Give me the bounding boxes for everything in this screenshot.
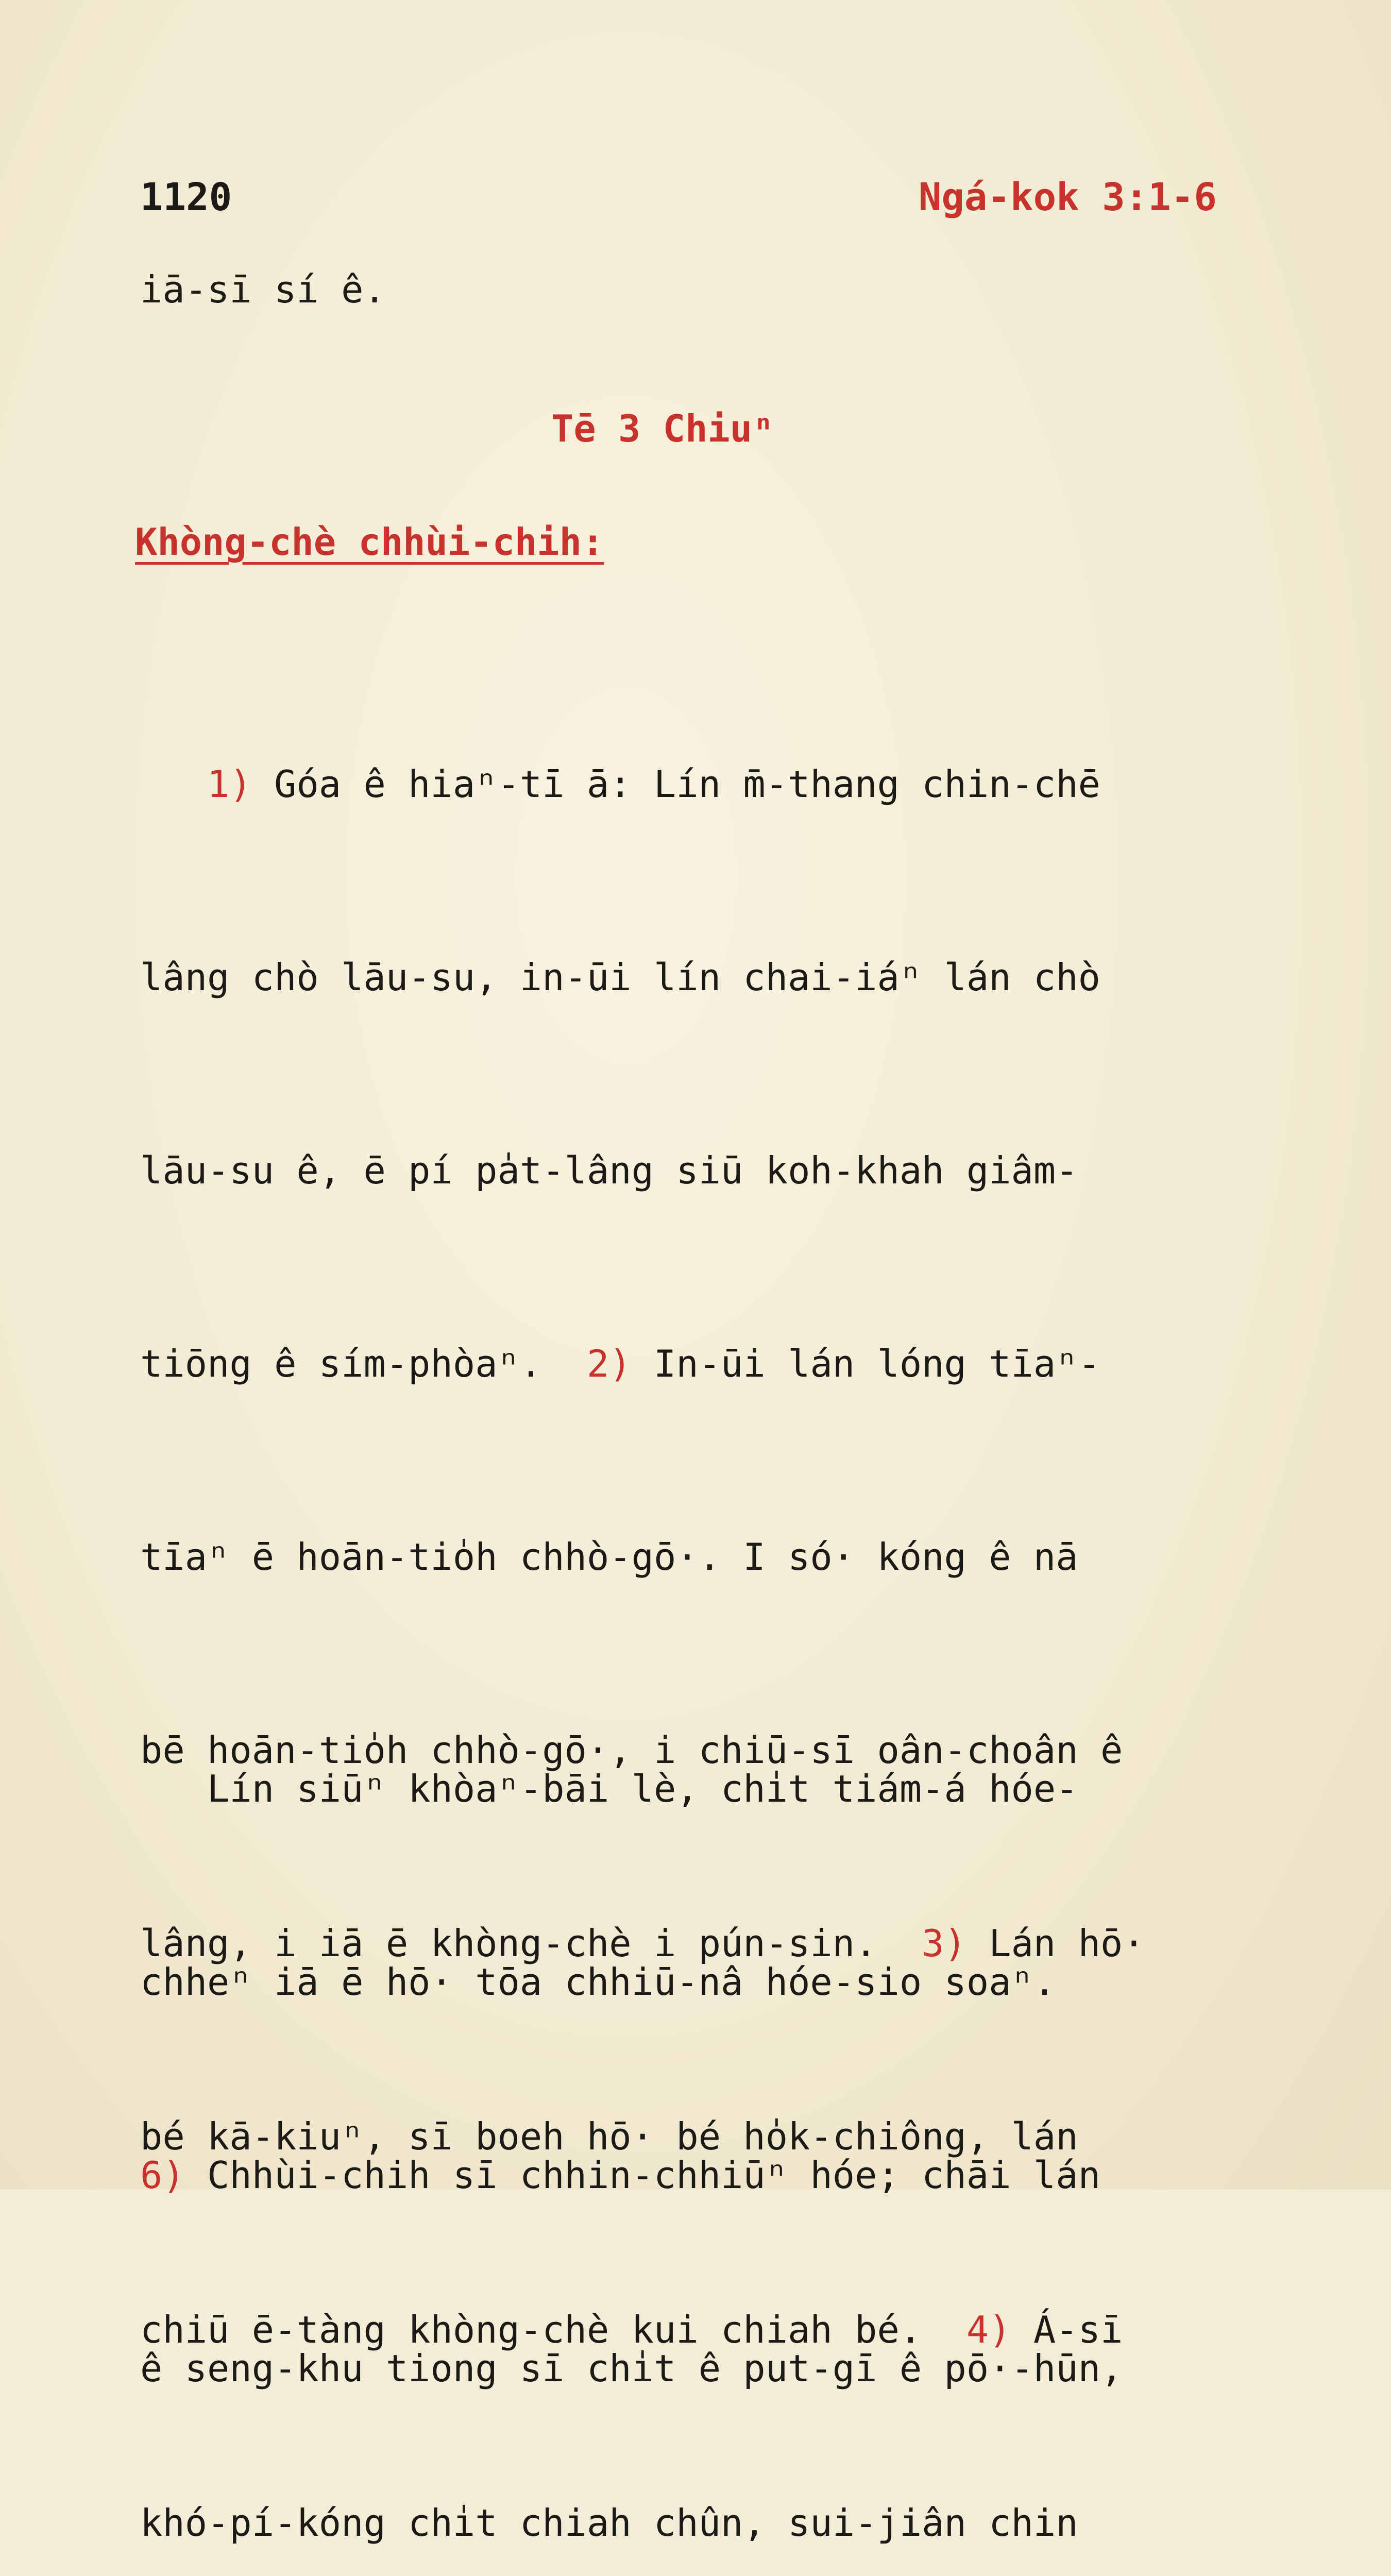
text-line: lâng, i iā ē khòng-chè i pún-sin. 3) Lán hō·	[140, 1922, 1145, 1965]
verse-marker: 1)	[207, 762, 252, 806]
page-number: 1120	[140, 175, 232, 219]
text-line: lâng chò lāu-su, in-ūi lín chai-iáⁿ lán chò	[140, 956, 1100, 999]
verse-marker: 2)	[586, 1342, 632, 1385]
text-line: bé kā-kiuⁿ, sī boeh hō· bé ho̍k-chiông, lán	[140, 2115, 1078, 2158]
running-head: Ngá-kok 3:1-6	[918, 175, 1217, 219]
text-line: lāu-su ê, ē pí pa̍t-lâng siū koh-khah giâm-	[140, 1149, 1078, 1192]
verse-marker: 6)	[140, 2154, 185, 2197]
text-line: bē hoān-tio̍h chhò-gō·, i chiū-sī oân-choân ê	[140, 1728, 1123, 1772]
verse-marker: 4)	[966, 2308, 1011, 2351]
intro-line: iā-sī sí ê.	[140, 268, 386, 311]
section-heading: Khòng-chè chhùi-chih:	[135, 520, 604, 564]
paragraph-2	[140, 1628, 1123, 2465]
chapter-title: Tē 3 Chiuⁿ	[551, 407, 775, 450]
text-line: 6) Chhùi-chih sī chhin-chhiūⁿ hóe; chāi lán	[140, 2154, 1100, 2197]
text-line: ê seng-khu tiong sī chi̍t ê put-gī ê pō·-hūn,	[140, 2347, 1123, 2390]
text-line: tīaⁿ ē hoān-tio̍h chhò-gō·. I só· kóng ê nā	[140, 1535, 1078, 1579]
verse-marker: 3)	[922, 1922, 966, 1965]
text-line: khó-pí-kóng chi̍t chiah chûn, sui-jiân chin	[140, 2501, 1078, 2545]
text-line: 1) Góa ê hiaⁿ-tī ā: Lín m̄-thang chin-chē	[207, 762, 1100, 806]
text-line: tiōng ê sím-phòaⁿ. 2) In-ūi lán lóng tīaⁿ-	[140, 1342, 1100, 1385]
text-line: chiū ē-tàng khòng-chè kui chiah bé. 4) Á-sī	[140, 2308, 1123, 2351]
text-line: Lín siūⁿ khòaⁿ-bāi lè, chi̍t tiám-á hóe-	[140, 1767, 1078, 1810]
page-header	[140, 175, 1217, 232]
text-line: chheⁿ iā ē hō· tōa chhiū-nâ hóe-sio soaⁿ.	[140, 1960, 1056, 2004]
